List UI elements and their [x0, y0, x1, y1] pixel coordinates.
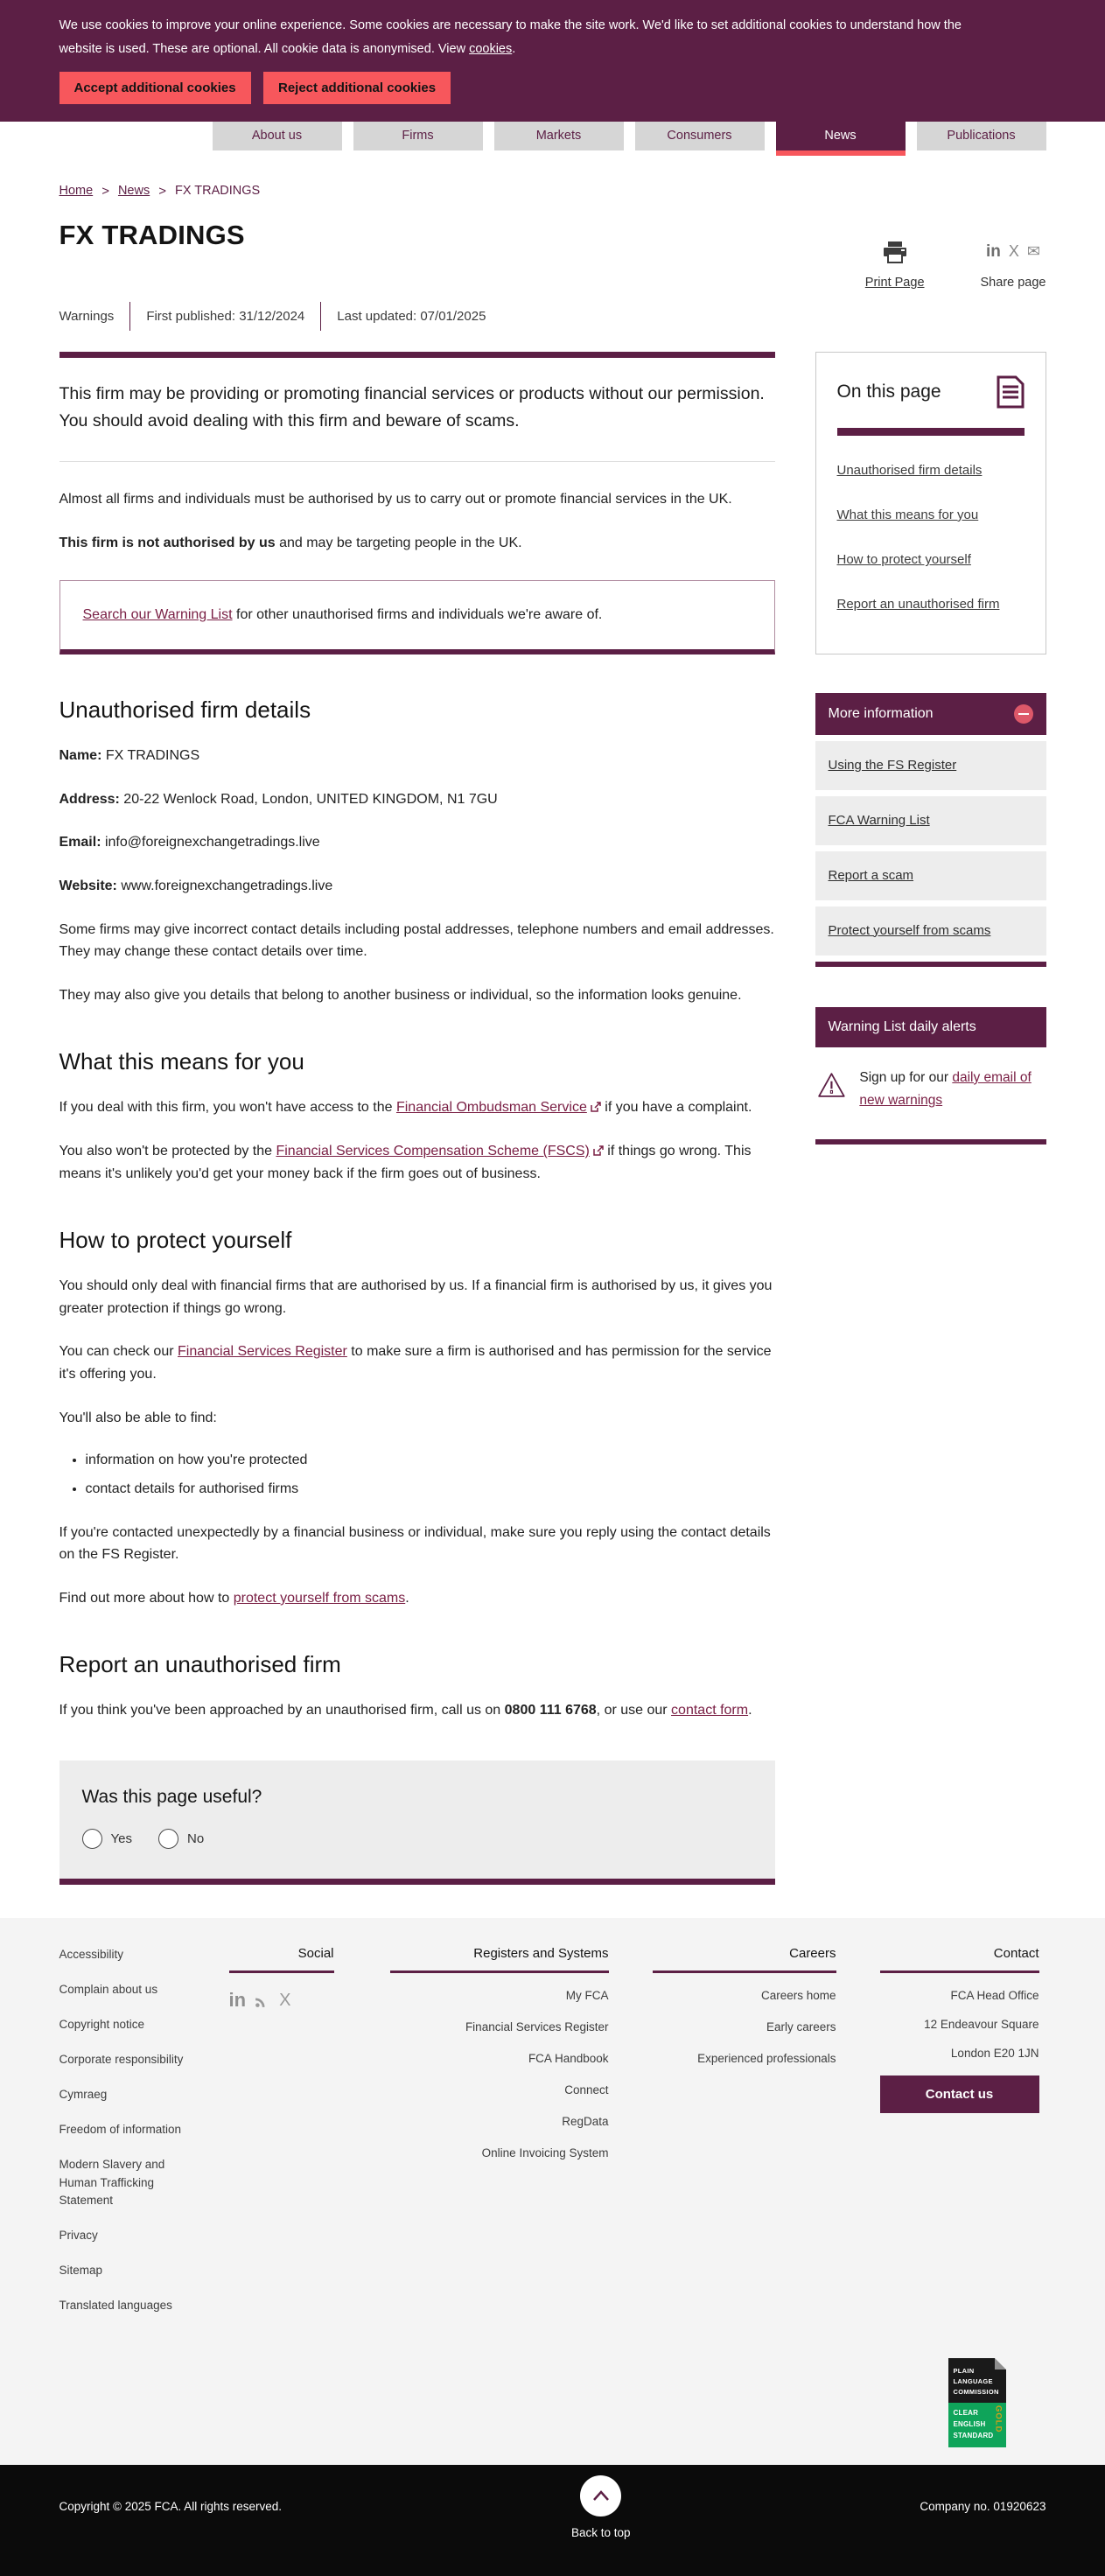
copyright-text: Copyright © 2025 FCA. All rights reserved. — [59, 2499, 283, 2513]
reject-cookies-button[interactable]: Reject additional cookies — [263, 72, 451, 104]
protect-paragraph-2 — [59, 1340, 775, 1385]
footer-link-copyright[interactable]: Copyright notice — [59, 2017, 145, 2031]
section-heading-firm-details: Unauthorised firm details — [59, 696, 311, 724]
contact-address-line: FCA Head Office — [950, 1989, 1039, 2003]
linkedin-icon[interactable]: in — [228, 1989, 247, 2012]
contact-address-line: 12 Endeavour Square — [924, 2018, 1039, 2032]
print-page-action — [865, 239, 925, 290]
footer-registers-column — [390, 1946, 609, 2332]
article-meta — [59, 302, 1046, 331]
protect-p2-text: You can check our — [59, 1344, 178, 1360]
search-warning-list-link[interactable]: Search our Warning List — [82, 607, 233, 623]
firm-website-label: Website: — [59, 878, 117, 893]
bullet-item: • contact details for authorised firms — [86, 1479, 775, 1501]
breadcrumb-home-link[interactable]: Home — [59, 184, 94, 199]
back-to-top-label: Back to top — [570, 2525, 631, 2539]
footer-link-experienced-professionals[interactable]: Experienced professionals — [697, 2052, 836, 2066]
footer-legal-links — [59, 1946, 199, 2332]
firm-website-row — [59, 875, 775, 898]
cookie-message — [59, 14, 1004, 61]
linkedin-icon[interactable]: in — [986, 242, 1001, 261]
nav-tab-firms[interactable]: Firms — [353, 122, 483, 150]
protect-p5-after: . — [405, 1590, 409, 1606]
share-page-label: Share page — [980, 275, 1046, 290]
feedback-question: Was this page useful? — [81, 1787, 262, 1808]
toc-link-what-this-means[interactable]: What this means for you — [836, 507, 979, 522]
report-text-after: . — [748, 1703, 752, 1718]
radio-yes[interactable] — [82, 1829, 102, 1849]
footer-link-my-fca[interactable]: My FCA — [565, 1989, 609, 2003]
footer-careers-heading: Careers — [653, 1946, 836, 1973]
toc-link-report-firm[interactable]: Report an unauthorised firm — [836, 597, 1000, 612]
plain-language-commission-badge — [948, 2358, 1006, 2446]
footer-link-fs-register[interactable]: Financial Services Register — [465, 2020, 609, 2034]
on-this-page-title: On this page — [836, 381, 941, 402]
intro-paragraph-2 — [59, 532, 775, 555]
footer-contact-heading: Contact — [880, 1946, 1039, 1973]
firm-name-value: FX TRADINGS — [101, 748, 200, 764]
means-p1-text: If you deal with this firm, you won't have access to the — [59, 1100, 396, 1116]
document-icon — [997, 375, 1025, 409]
cookie-banner — [0, 0, 1105, 122]
intro-paragraph-1: Almost all firms and individuals must be authorised by us to carry out or promote financial services in the UK. — [59, 492, 732, 507]
printer-icon — [883, 241, 907, 263]
fca-warning-list-link[interactable]: FCA Warning List — [828, 812, 930, 828]
footer-link-cymraeg[interactable]: Cymraeg — [59, 2087, 108, 2101]
firm-website-value: www.foreignexchangetradings.live — [116, 878, 333, 893]
footer-link-translated-languages[interactable]: Translated languages — [59, 2299, 172, 2313]
firm-address-value: 20-22 Wenlock Road, London, UNITED KINGDOM, N1 7GU — [119, 791, 498, 807]
feedback-no-option[interactable] — [158, 1829, 204, 1849]
footer-link-connect[interactable]: Connect — [564, 2083, 609, 2097]
cookie-message-period: . — [512, 41, 516, 56]
footer-bottom-bar — [0, 2465, 1105, 2576]
protect-bullet-list — [59, 1450, 775, 1501]
footer-link-complain[interactable]: Complain about us — [59, 1982, 158, 1996]
daily-email-signup-link[interactable]: daily email of new warnings — [859, 1069, 1032, 1108]
protect-p5-text: Find out more about how to — [59, 1590, 234, 1606]
collapse-minus-icon[interactable] — [1014, 704, 1033, 724]
warning-list-callout — [59, 580, 775, 654]
firm-address-row — [59, 788, 775, 811]
footer-link-early-careers[interactable]: Early careers — [766, 2020, 836, 2034]
footer-link-regdata[interactable]: RegData — [562, 2115, 609, 2129]
contact-form-link[interactable]: contact form — [671, 1703, 749, 1718]
footer-link-sitemap[interactable]: Sitemap — [59, 2264, 103, 2278]
last-updated-date: Last updated: 07/01/2025 — [320, 302, 501, 331]
main-content — [59, 352, 775, 1885]
protect-from-scams-side-link[interactable]: Protect yourself from scams — [828, 922, 991, 938]
breadcrumb-chevron-icon: > — [158, 183, 166, 199]
accept-cookies-button[interactable]: Accept additional cookies — [59, 72, 251, 104]
means-p2-after: if things go wrong. This means it's unlikely you'd get your money back if the firm goes out of business. — [59, 1143, 752, 1181]
means-p2-text: You also won't be protected by the — [59, 1143, 276, 1158]
company-number: Company no. 01920623 — [920, 2499, 1046, 2513]
nav-tab-markets[interactable]: Markets — [494, 122, 624, 150]
footer-careers-column — [653, 1946, 836, 2332]
breadcrumb-news-link[interactable]: News — [117, 184, 150, 199]
nav-tab-about-us[interactable]: About us — [213, 122, 342, 150]
firm-address-label: Address: — [59, 791, 120, 807]
share-page-action — [981, 239, 1046, 290]
breadcrumb-chevron-icon: > — [101, 183, 109, 199]
means-paragraph-2 — [59, 1140, 775, 1185]
nav-tab-news[interactable]: News — [776, 122, 906, 150]
protect-from-scams-link[interactable]: protect yourself from scams — [233, 1590, 406, 1606]
report-paragraph — [59, 1699, 775, 1722]
footer-link-careers-home[interactable]: Careers home — [760, 1989, 836, 2003]
plc-badge-top: PLAIN LANGUAGE COMMISSION — [948, 2358, 1006, 2403]
alerts-text-before: Sign up for our — [859, 1069, 953, 1085]
details-note-1: Some firms may give incorrect contact details including postal addresses, telephone numbers and email addresses. They may change these contact details over time. — [59, 921, 774, 960]
daily-alerts-title: Warning List daily alerts — [815, 1007, 1046, 1047]
plc-badge-bottom — [948, 2403, 1006, 2446]
footer-link-corporate-responsibility[interactable]: Corporate responsibility — [59, 2052, 184, 2066]
back-to-top-button[interactable] — [580, 2475, 621, 2516]
chevron-up-icon — [592, 2489, 610, 2502]
footer-contact-column — [880, 1946, 1039, 2332]
footer-link-accessibility[interactable]: Accessibility — [59, 1948, 124, 1962]
cookies-link[interactable]: cookies — [469, 41, 513, 56]
folded-corner — [995, 2358, 1006, 2370]
contact-us-button[interactable]: Contact us — [880, 2076, 1039, 2113]
rss-icon[interactable] — [255, 1992, 270, 2008]
fs-register-link[interactable]: Financial Services Register — [178, 1344, 347, 1360]
maroon-rule — [815, 962, 1046, 967]
email-icon[interactable]: ✉ — [1026, 242, 1040, 261]
site-footer — [0, 1918, 1105, 2575]
daily-alerts-text — [859, 1067, 1044, 1113]
primary-nav — [0, 122, 1105, 150]
section-heading-what-this-means: What this means for you — [59, 1048, 304, 1075]
radio-no-label: No — [186, 1831, 205, 1847]
external-link-icon — [591, 1097, 601, 1108]
contact-address-line: London E20 1JN — [950, 2047, 1039, 2061]
breadcrumb — [59, 184, 1046, 199]
print-page-link[interactable]: Print Page — [864, 275, 925, 290]
footer-link-online-invoicing[interactable]: Online Invoicing System — [481, 2146, 609, 2160]
section-heading-protect-yourself: How to protect yourself — [59, 1227, 292, 1254]
sidebar — [815, 352, 1046, 1145]
bullet-item: • information on how you're protected — [86, 1450, 775, 1472]
protect-paragraph-3: You'll also be able to find: — [59, 1410, 217, 1425]
footer-registers-heading: Registers and Systems — [390, 1946, 609, 1973]
plc-standard-text: CLEAR ENGLISH STANDARD — [953, 2409, 994, 2440]
report-a-scam-link[interactable]: Report a scam — [828, 867, 914, 883]
footer-social-column — [229, 1946, 334, 2332]
more-info-item — [815, 851, 1046, 900]
more-information-accordion — [815, 693, 1046, 967]
more-info-item — [815, 796, 1046, 845]
maroon-rule — [815, 1139, 1046, 1144]
toc-link-firm-details[interactable]: Unauthorised firm details — [836, 462, 983, 478]
phone-number: 0800 111 6768 — [504, 1703, 597, 1718]
radio-no[interactable] — [158, 1829, 178, 1849]
warning-triangle-icon — [817, 1067, 846, 1103]
page-title: FX TRADINGS — [59, 219, 245, 250]
report-text-mid: , or use our — [596, 1703, 672, 1718]
more-info-item — [815, 741, 1046, 790]
first-published-date: First published: 31/12/2024 — [129, 302, 320, 331]
protect-paragraph-1: You should only deal with financial firms that are authorised by us. If a financial firm is authorised by us, it gives you greater protection if things go wrong. — [59, 1278, 773, 1316]
footer-link-freedom-of-information[interactable]: Freedom of information — [59, 2122, 182, 2136]
firm-email-value: info@foreignexchangetradings.live — [101, 835, 320, 850]
firm-name-row — [59, 745, 775, 767]
means-paragraph-1 — [59, 1096, 775, 1119]
maroon-rule — [837, 428, 1025, 436]
breadcrumb-current: FX TRADINGS — [174, 184, 261, 199]
external-link-icon — [593, 1141, 604, 1152]
fscs-link[interactable]: Financial Services Compensation Scheme (FSCS) — [276, 1143, 590, 1158]
x-twitter-icon[interactable]: X — [279, 1990, 291, 2010]
page-feedback-box — [59, 1760, 775, 1885]
protect-paragraph-4: If you're contacted unexpectedly by a financial business or individual, make sure you reply using the contact details on the FS Register. — [59, 1524, 771, 1563]
warning-list-callout-text: for other unauthorised firms and individuals we're aware of. — [232, 607, 603, 623]
not-authorised-rest: and may be targeting people in the UK. — [275, 535, 522, 550]
nav-tab-consumers[interactable]: Consumers — [635, 122, 765, 150]
protect-paragraph-5 — [59, 1587, 775, 1610]
category-tag[interactable]: Warnings — [59, 308, 115, 324]
footer-social-heading: Social — [229, 1946, 334, 1973]
fs-register-info-link[interactable]: Using the FS Register — [828, 757, 957, 773]
x-twitter-icon[interactable]: X — [1008, 242, 1019, 261]
divider — [59, 461, 775, 462]
warning-lead-text: This firm may be providing or promoting financial services or products without our permission. You should avoid dealing with this firm and beware of scams. — [59, 383, 765, 430]
protect-p2-after: to make sure a firm is authorised and has permission for the service it's offering you. — [59, 1344, 772, 1382]
footer-link-modern-slavery[interactable]: Modern Slavery and Human Trafficking Statement — [59, 2157, 165, 2208]
toc-link-protect-yourself[interactable]: How to protect yourself — [836, 552, 971, 568]
plc-gold-text: GOLD — [993, 2405, 1004, 2433]
firm-email-label: Email: — [59, 835, 101, 850]
feedback-yes-option[interactable] — [82, 1829, 132, 1849]
details-note-2: They may also give you details that belong to another business or individual, so the information looks genuine. — [59, 987, 742, 1003]
on-this-page-box — [815, 352, 1046, 654]
daily-alerts-box — [815, 1007, 1046, 1145]
more-information-header[interactable] — [815, 693, 1046, 735]
more-info-item — [815, 906, 1046, 956]
cookie-message-text: We use cookies to improve your online experience. Some cookies are necessary to make the site work. We'd like to set additional cookies to understand how the website is used. These are optional. All cookie data is anonymised. View — [59, 18, 962, 56]
nav-tab-publications[interactable]: Publications — [917, 122, 1046, 150]
firm-email-row — [59, 831, 775, 854]
report-text: If you think you've been approached by an unauthorised firm, call us on — [59, 1703, 505, 1718]
firm-name-label: Name: — [59, 748, 102, 764]
means-p1-after: if you have a complaint. — [600, 1100, 752, 1116]
footer-link-privacy[interactable]: Privacy — [59, 2229, 98, 2243]
not-authorised-bold: This firm is not authorised by us — [59, 535, 276, 550]
radio-yes-label: Yes — [110, 1831, 132, 1847]
footer-link-fca-handbook[interactable]: FCA Handbook — [528, 2052, 609, 2066]
maroon-top-rule — [59, 352, 775, 358]
more-information-title: More information — [828, 705, 934, 721]
financial-ombudsman-link[interactable]: Financial Ombudsman Service — [395, 1100, 587, 1116]
section-heading-report-firm: Report an unauthorised firm — [59, 1651, 341, 1678]
